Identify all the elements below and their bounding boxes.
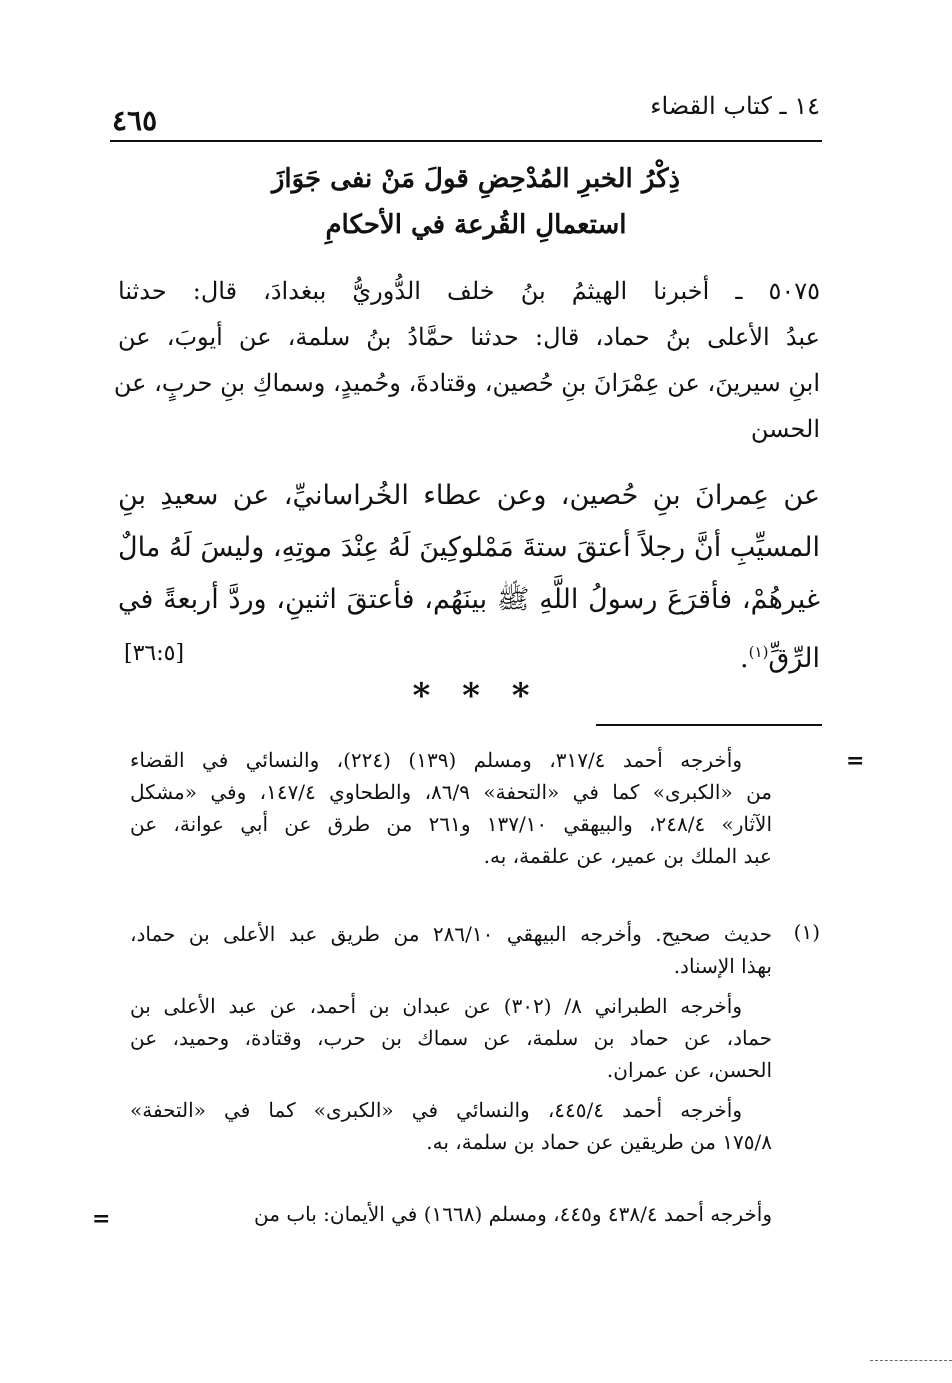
footnote-line: وأخرجه أحمد ٤٤٥/٤، والنسائي في «الكبرى» كما في «التحفة»	[130, 1098, 742, 1122]
matn-final-period: .	[740, 643, 749, 674]
footnote-line: وأخرجه أحمد ٣١٧/٤، ومسلم (١٣٩) (٢٢٤)، والنسائي في القضاء	[130, 748, 742, 772]
footnote-paragraph	[130, 1094, 772, 1158]
reference-code: [٣٦:٥]	[124, 641, 185, 666]
footnote-line: حماد، عن حماد بن سلمة، عن سماك بن حرب، وقتادة، وحميد، عن	[130, 1026, 772, 1050]
footnote-last-line: وأخرجه أحمد ٤٣٨/٤ و٤٤٥، ومسلم (١٦٦٨) في الأيمان: باب من	[254, 1202, 772, 1226]
matn-line: غيرهُمْ، فأقرَعَ رسولُ اللَّهِ ﷺ بينَهُم، فأعتقَ اثنينِ، وردَّ أربعةً في	[118, 584, 820, 615]
section-title-line-1: ذِكْرُ الخبرِ المُدْحِضِ قولَ مَنْ نفى جَوَازَ	[271, 164, 681, 194]
isnad-line: ٥٠٧٥ ـ أخبرنا الهيثمُ بنُ خلف الدُّوريُّ ببغدادَ، قال: حدثنا	[118, 277, 820, 305]
isnad-line: عبدُ الأعلى بنُ حماد، قال: حدثنا حمَّادُ بنُ سلمة، عن أيوبَ، عن	[118, 323, 820, 351]
footnote-divider	[596, 724, 822, 726]
footnote-line: وأخرجه الطبراني ٨/ (٣٠٢) عن عبدان بن أحمد، عن عبد الأعلى بن	[130, 994, 742, 1018]
footnote-reference: (١)	[748, 643, 769, 661]
footnote-line: ١٧٥/٨ من طريقين عن حماد بن سلمة، به.	[426, 1130, 772, 1154]
footnote-line: بهذا الإسناد.	[673, 954, 772, 978]
footnote-1	[130, 918, 772, 1166]
footnote-line: عبد الملك بن عمير، عن علقمة، به.	[483, 844, 772, 868]
section-title	[200, 156, 752, 248]
footnote-line: الآثار» ٢٤٨/٤، والبيهقي ١٣٧/١٠ و٢٦١ من طرق عن أبي عوانة، عن	[130, 812, 772, 836]
page-corner-mark	[870, 1360, 952, 1361]
footnote-line: حديث صحيح. وأخرجه البيهقي ٢٨٦/١٠ من طريق عبد الأعلى بن حماد،	[130, 922, 773, 946]
footnote-paragraph	[130, 990, 772, 1086]
footnote-paragraph	[130, 918, 772, 982]
footnote-continuation-mark: =	[846, 748, 865, 774]
section-title-line-2: استعمالِ القُرعة في الأحكامِ	[325, 210, 627, 240]
footnote-end-mark: =	[92, 1206, 111, 1232]
chapter-header: ١٤ ـ كتاب القضاء	[650, 92, 820, 120]
footnote-continued	[130, 744, 772, 872]
matn-line: المسيِّبِ أنَّ رجلاً أعتقَ ستةَ مَمْلوكِينَ لَهُ عِنْدَ موتِهِ، وليسَ لَهُ مالٌ	[118, 532, 820, 563]
isnad-line: الحسن	[750, 415, 820, 443]
hadith-matn	[118, 470, 820, 685]
footnote-number: (١)	[793, 920, 820, 944]
footnote-line: الحسن، عن عمران.	[606, 1058, 772, 1082]
header-divider	[110, 140, 822, 142]
page-number: ٤٦٥	[112, 104, 158, 137]
matn-line: عن عِمرانَ بنِ حُصين، وعن عطاء الخُراسانيِّ، عن سعيدِ بنِ	[118, 480, 820, 511]
section-separator: * * *	[412, 676, 540, 716]
matn-final-word: الرِّقِّ	[768, 643, 820, 674]
isnad-line: ابنِ سيرينَ، عن عِمْرَانَ بنِ حُصين، وقتادةَ، وحُميدٍ، وسماكِ بنِ حربٍ، عن	[113, 369, 820, 397]
hadith-isnad	[113, 268, 820, 452]
footnote-line: من «الكبرى» كما في «التحفة» ٨٦/٩، والطحاوي ١٤٧/٤، وفي «مشكل	[130, 780, 773, 804]
